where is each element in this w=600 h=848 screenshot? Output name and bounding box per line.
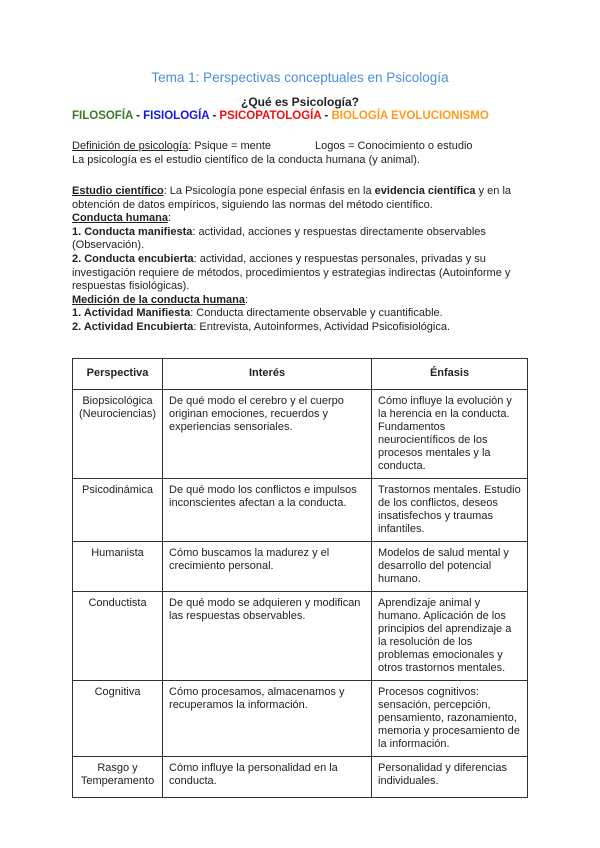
perspectives-table [72, 358, 528, 798]
category-filosofia: FILOSOFÍA [72, 110, 133, 122]
category-biologia: BIOLOGÍA EVOLUCIONISMO [331, 110, 489, 122]
cell: Procesos cognitivos: sensación, percepción, pensamiento, razonamiento, memoria y procesamiento de la información. [372, 681, 528, 757]
cell: Personalidad y diferencias individuales. [372, 757, 528, 798]
estudio-label: Estudio científico [72, 185, 164, 197]
table-row [73, 592, 528, 681]
separator: - [321, 110, 332, 122]
cell: Cómo influye la evolución y la herencia en la conducta. Fundamentos neurocientíficos de los procesos mentales y la conducta. [372, 390, 528, 479]
cell: Conductista [73, 592, 163, 681]
table-row [73, 542, 528, 592]
cell: Psicodinámica [73, 479, 163, 542]
item-text: : Entrevista, Autoinformes, Actividad Psicofisiológica. [193, 320, 451, 333]
definition-sentence: La psicología es el estudio científico de la conducta humana (y animal). [72, 153, 420, 166]
cell: Humanista [73, 542, 163, 592]
definition-section [72, 140, 532, 167]
column-header: Perspectiva [73, 359, 163, 390]
cell: Modelos de salud mental y desarrollo del potencial humano. [372, 542, 528, 592]
column-header: Énfasis [372, 359, 528, 390]
text: : [167, 212, 172, 225]
item-title: 1. Actividad Manifiesta [72, 307, 191, 320]
table-row [73, 390, 528, 479]
definition-label: Definición de psicología [72, 140, 189, 152]
cell: De qué modo los conflictos e impulsos inconscientes afectan a la conducta. [163, 479, 372, 542]
category-list [72, 110, 489, 124]
table-row [73, 479, 528, 542]
column-header: Interés [163, 359, 372, 390]
conducta-heading: Conducta humana [72, 212, 168, 225]
item-text: : Conducta directamente observable y cuantificable. [190, 307, 443, 320]
separator: - [132, 110, 144, 122]
item-text: : actividad, acciones y respuestas directamente observables (Observación). [72, 225, 486, 252]
cell: De qué modo el cerebro y el cuerpo originan emociones, recuerdos y experiencias sensoriales. [163, 390, 372, 479]
table-row [73, 681, 528, 757]
separator: - [209, 110, 220, 122]
cell: Cómo buscamos la madurez y el crecimiento personal. [163, 542, 372, 592]
table-row [73, 757, 528, 798]
text: : [244, 293, 249, 306]
table-header-row [73, 359, 528, 390]
document-title: Tema 1: Perspectivas conceptuales en Psicología [151, 70, 449, 85]
logos-text: Logos = Conocimiento o estudio [315, 140, 473, 152]
category-psicopatologia: PSICOPATOLOGÍA [219, 110, 322, 122]
bold-text: evidencia científica [374, 185, 476, 197]
item-text: : actividad, acciones y respuestas personales, privadas y su investigación requiere de métodos, procedimientos y estrategias indirectas (Autoinforme y respuestas fisiológicas). [72, 252, 511, 293]
item-title: 2. Actividad Encubierta [72, 320, 194, 333]
category-fisiologia: FISIOLOGÍA [143, 110, 210, 122]
subtitle: ¿Qué es Psicología? [240, 95, 360, 109]
cell: De qué modo se adquieren y modifican las respuestas observables. [163, 592, 372, 681]
cell: Trastornos mentales. Estudio de los conflictos, deseos insatisfechos y traumas infantiles. [372, 479, 528, 542]
medicion-heading: Medición de la conducta humana [72, 293, 245, 306]
item-title: 1. Conducta manifiesta [72, 225, 193, 238]
text: : La Psicología pone especial énfasis en la [163, 185, 375, 197]
text: y en la obtención de datos empíricos, siguiendo las normas del método científico. [72, 185, 512, 211]
cell: Cómo procesamos, almacenamos y recuperamos la información. [163, 681, 372, 757]
conducta-item [72, 253, 532, 294]
cell: Rasgo y Temperamento [73, 757, 163, 798]
cell: Biopsicológica (Neurociencias) [73, 390, 163, 479]
cell: Cómo influye la personalidad en la conducta. [163, 757, 372, 798]
psique-text: : Psique = mente [188, 140, 272, 152]
cell: Cognitiva [73, 681, 163, 757]
conducta-item [72, 226, 532, 253]
item-title: 2. Conducta encubierta [72, 252, 194, 265]
content-section [72, 185, 532, 335]
medicion-item [72, 307, 532, 321]
medicion-item [72, 321, 532, 335]
cell: Aprendizaje animal y humano. Aplicación de los principios del aprendizaje a la resolución de los problemas emocionales y otros trastornos mentales. [372, 592, 528, 681]
estudio-paragraph [72, 185, 532, 212]
